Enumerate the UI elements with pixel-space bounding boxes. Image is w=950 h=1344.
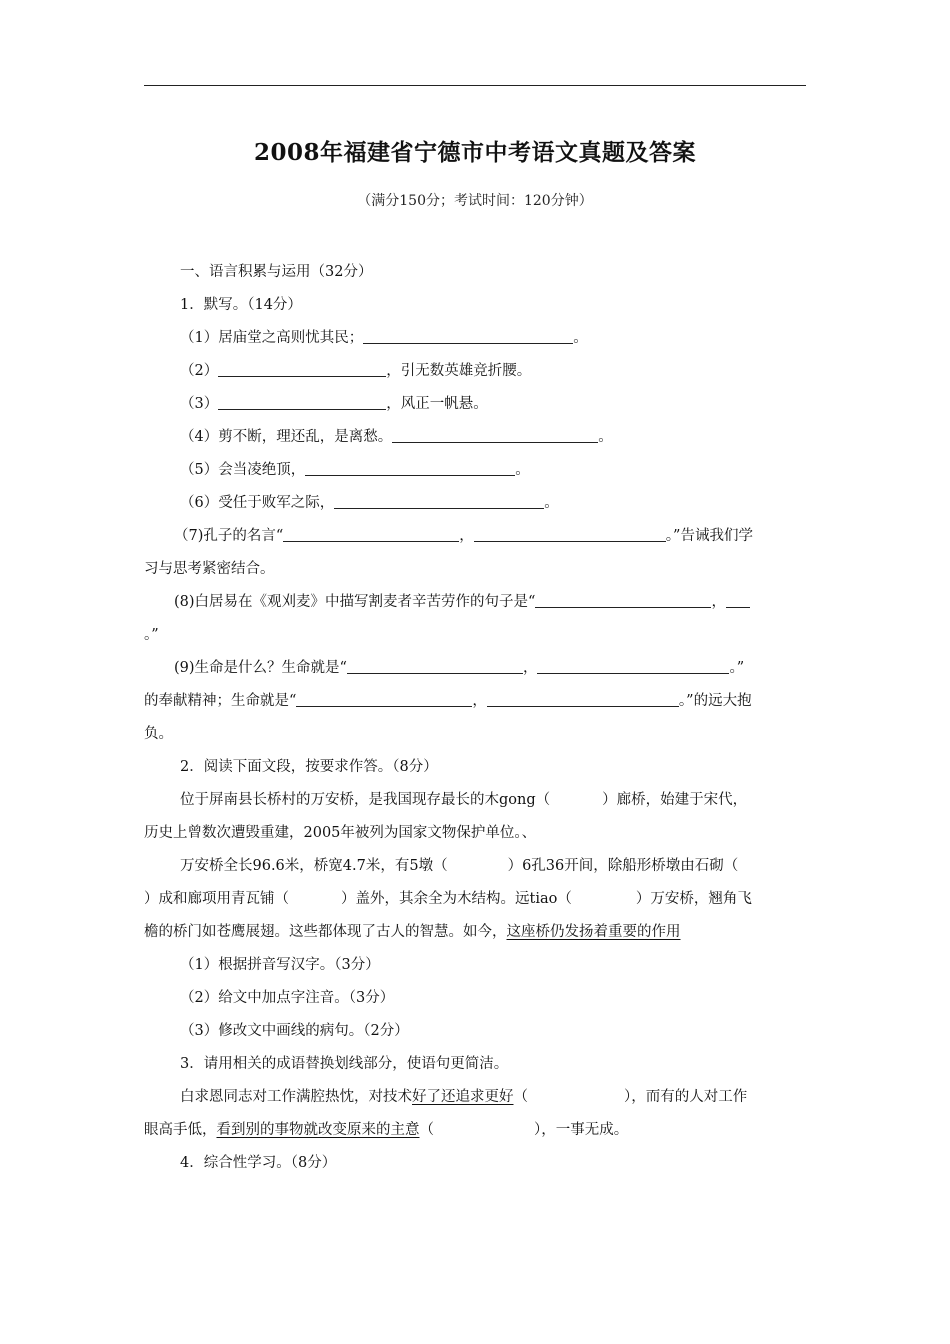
q1-item-9-end: 负。 <box>144 726 173 742</box>
q3-line-1: 白求恩同志对工作满腔热忱，对技术好了还追求更好（ ），而有的人对工作 <box>180 1089 748 1105</box>
answer-blank[interactable] <box>487 690 679 707</box>
answer-blank[interactable] <box>305 459 515 476</box>
answer-blank[interactable] <box>474 525 666 542</box>
underlined-sentence: 这座桥仍发扬着重要的作用 <box>506 924 681 940</box>
question-3-heading: 3．请用相关的成语替换划线部分，使语句更简洁。 <box>180 1056 509 1072</box>
header-rule <box>144 85 806 86</box>
q1-item-8: (8)白居易在《观刈麦》中描写割麦者辛苦劳作的句子是“ ， <box>144 586 806 619</box>
page-title: 2008年福建省宁德市中考语文真题及答案 <box>253 139 696 166</box>
q2-subquestion-3: （3）修改文中画线的病句。（2分） <box>180 1023 409 1039</box>
q1-item-2: （2） ，引无数英雄竞折腰。 <box>144 355 806 388</box>
page-subtitle: （满分150分；考试时间：120分钟） <box>357 193 593 209</box>
q1-item-7-cont: 习与思考紧密结合。 <box>144 561 275 577</box>
q2-passage-line: ）成和廊项用青瓦铺（ ）盖外，其余全为木结构。远tiao（ ）万安桥，翘角飞 <box>144 891 752 907</box>
answer-blank[interactable] <box>218 360 386 377</box>
section-heading: 一、语言积累与运用（32分） <box>180 264 373 280</box>
q2-passage-line: 历史上曾数次遭毁重建，2005年被列为国家文物保护单位。、 <box>144 825 537 841</box>
q1-item-6: （6）受任于败军之际， 。 <box>144 487 806 520</box>
q1-item-8-cont: 。” <box>144 627 159 643</box>
question-1-heading: 1．默写。（14分） <box>180 297 302 313</box>
q1-item-4: （4）剪不断，理还乱，是离愁。 。 <box>144 421 806 454</box>
answer-blank[interactable] <box>537 657 729 674</box>
question-4-heading: 4．综合性学习。（8分） <box>180 1155 337 1171</box>
answer-blank[interactable] <box>363 327 573 344</box>
q2-subquestion-2: （2）给文中加点字注音。（3分） <box>180 990 395 1006</box>
underlined-phrase: 好了还追求更好 <box>412 1089 514 1105</box>
q1-item-3: （3） ，风正一帆悬。 <box>144 388 806 421</box>
answer-blank[interactable] <box>726 591 750 608</box>
answer-blank[interactable] <box>535 591 711 608</box>
q2-subquestion-1: （1）根据拼音写汉字。（3分） <box>180 957 380 973</box>
q1-item-5: （5）会当凌绝顶， 。 <box>144 454 806 487</box>
q1-item-1: （1）居庙堂之高则忧其民； 。 <box>144 322 806 355</box>
q1-item-7: （7)孔子的名言“ ， 。”告诫我们学 <box>144 520 806 553</box>
exam-content <box>144 256 806 1180</box>
answer-blank[interactable] <box>296 690 472 707</box>
answer-blank[interactable] <box>218 393 386 410</box>
answer-blank[interactable] <box>334 492 544 509</box>
q3-line-2: 眼高手低，看到别的事物就改变原来的主意（ ），一事无成。 <box>144 1122 629 1138</box>
question-2-heading: 2．阅读下面文段，按要求作答。（8分） <box>180 759 438 775</box>
q1-item-9-cont: 的奉献精神；生命就是“ ， 。”的远大抱 <box>144 685 806 718</box>
answer-blank[interactable] <box>283 525 459 542</box>
underlined-phrase: 看到别的事物就改变原来的主意 <box>216 1122 420 1138</box>
q2-passage-line: 万安桥全长96.6米，桥宽4.7米，有5墩（ ）6孔36开间，除船形桥墩由石砌（ <box>180 858 739 874</box>
q2-passage-line: 位于屏南县长桥村的万安桥，是我国现存最长的木gong（ ）廊桥，始建于宋代， <box>180 792 748 808</box>
q1-item-9: (9)生命是什么？生命就是“ ， 。” <box>144 652 806 685</box>
answer-blank[interactable] <box>392 426 598 443</box>
answer-blank[interactable] <box>347 657 523 674</box>
q2-passage-line: 檐的桥门如苍鹰展翅。这些都体现了古人的智慧。如今，这座桥仍发扬着重要的作用 <box>144 924 681 940</box>
